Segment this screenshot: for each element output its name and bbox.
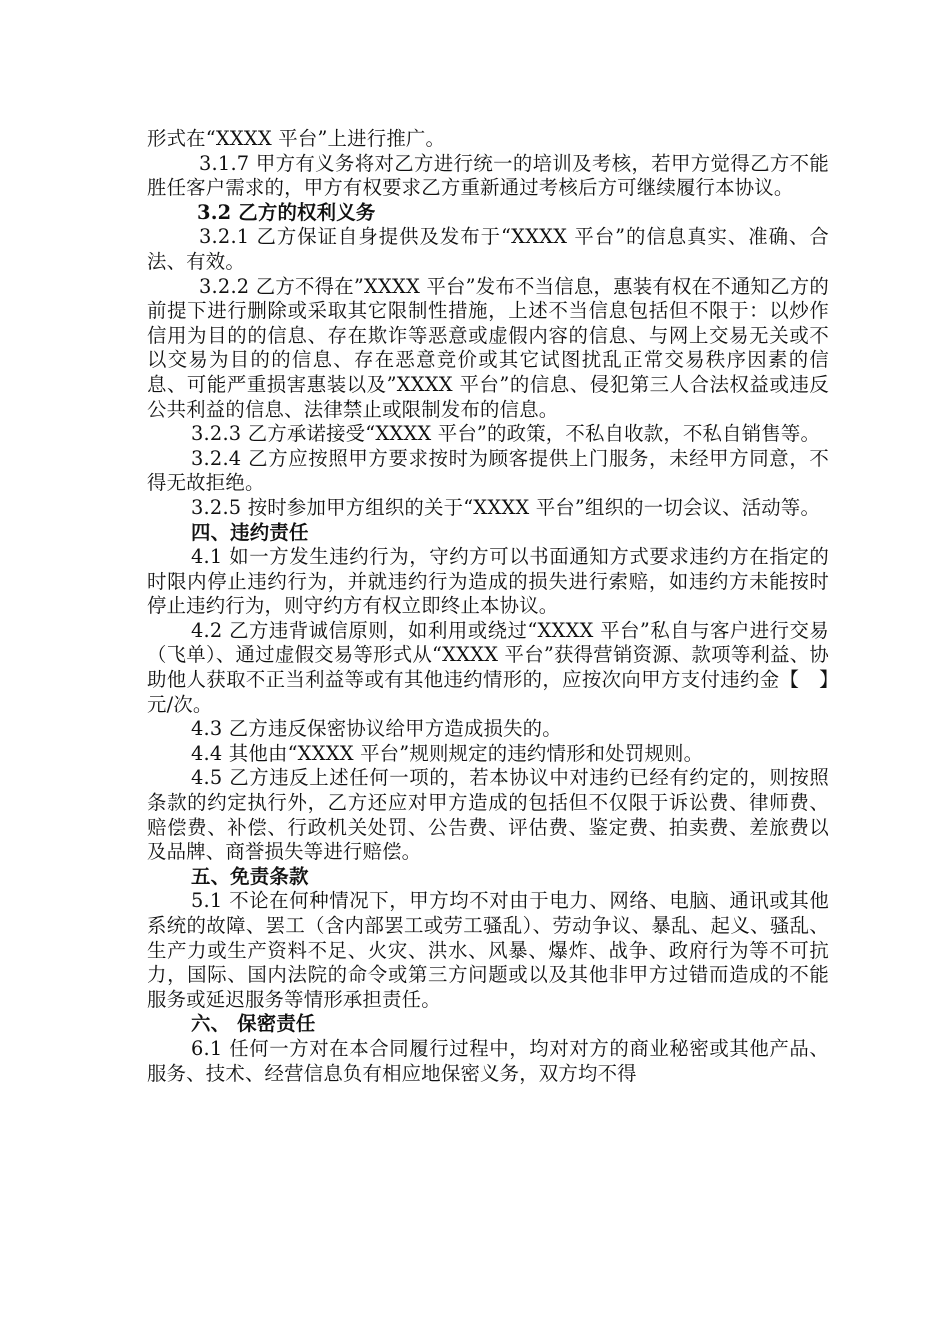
section-heading-3-2: 3.2 乙方的权利义务 (197, 200, 376, 224)
document-body (147, 127, 829, 1086)
section-heading-5: 五、免责条款 (191, 864, 309, 888)
clause-3-1-7: 3.1.7 甲方有义务将对乙方进行统一的培训及考核，若甲方觉得乙方不能胜任客户需求的，甲方有权要求乙方重新通过考核后方可继续履行本协议。 (147, 151, 829, 200)
clause-5-1: 5.1 不论在何种情况下，甲方均不对由于电力、网络、电脑、通讯或其他系统的故障、罢工（含内部罢工或劳工骚乱）、劳动争议、暴乱、起义、骚乱、生产力或生产资料不足、火灾、洪水、风暴、爆炸、战争、政府行为等不可抗力，国际、国内法院的命令或第三方问题或以及其他非甲方过错而造成的不能服务或延迟服务等情形承担责任。 (147, 889, 829, 1011)
clause-6-1: 6.1 任何一方对在本合同履行过程中，均对对方的商业秘密或其他产品、服务、技术、经营信息负有相应地保密义务，双方均不得 (147, 1036, 829, 1085)
section-heading-4: 四、违约责任 (191, 520, 309, 544)
clause-4-5: 4.5 乙方违反上述任何一项的，若本协议中对违约已经有约定的，则按照条款的约定执行外，乙方还应对甲方造成的包括但不仅限于诉讼费、律师费、赔偿费、补偿、行政机关处罚、公告费、评估费、鉴定费、拍卖费、差旅费以及品牌、商誉损失等进行赔偿。 (147, 766, 829, 864)
clause-4-4: 4.4 其他由“XXXX 平台”规则规定的违约情形和处罚规则。 (191, 741, 704, 765)
paragraph-continuation: 形式在“XXXX 平台”上进行推广。 (147, 127, 446, 150)
clause-3-2-1: 3.2.1 乙方保证自身提供及发布于“XXXX 平台”的信息真实、准确、合法、有效。 (147, 225, 829, 273)
clause-3-2-5: 3.2.5 按时参加甲方组织的关于“XXXX 平台”组织的一切会议、活动等。 (191, 495, 821, 519)
clause-4-1: 4.1 如一方发生违约行为，守约方可以书面通知方式要求违约方在指定的时限内停止违约行为，并就违约行为造成的损失进行索赔，如违约方未能按时停止违约行为，则守约方有权立即终止本协议。 (147, 545, 829, 618)
clause-4-3: 4.3 乙方违反保密协议给甲方造成损失的。 (191, 717, 562, 741)
clause-4-2: 4.2 乙方违背诚信原则，如利用或绕过“XXXX 平台”私自与客户进行交易（飞单）、通过虚假交易等形式从“XXXX 平台”获得营销资源、款项等利益、协助他人获取不正当利益等或有其他违约情形的，应按次向甲方支付违约金【 】元/次。 (147, 618, 829, 716)
section-heading-6: 六、 保密责任 (191, 1012, 316, 1036)
clause-3-2-4: 3.2.4 乙方应按照甲方要求按时为顾客提供上门服务，未经甲方同意，不得无故拒绝。 (147, 446, 829, 495)
clause-3-2-2: 3.2.2 乙方不得在”XXXX 平台”发布不当信息，惠装有权在不通知乙方的前提下进行删除或采取其它限制性措施，上述不当信息包括但不限于：以炒作信用为目的的信息、存在欺诈等恶意或虚假内容的信息、与网上交易无关或不以交易为目的的信息、存在恶意竞价或其它试图扰乱正常交易秩序因素的信息、可能严重损害惠装以及”XXXX 平台”的信息、侵犯第三人合法权益或违反公共利益的信息、法律禁止或限制发布的信息。 (147, 274, 829, 421)
clause-3-2-3: 3.2.3 乙方承诺接受“XXXX 平台”的政策，不私自收款，不私自销售等。 (191, 422, 821, 446)
